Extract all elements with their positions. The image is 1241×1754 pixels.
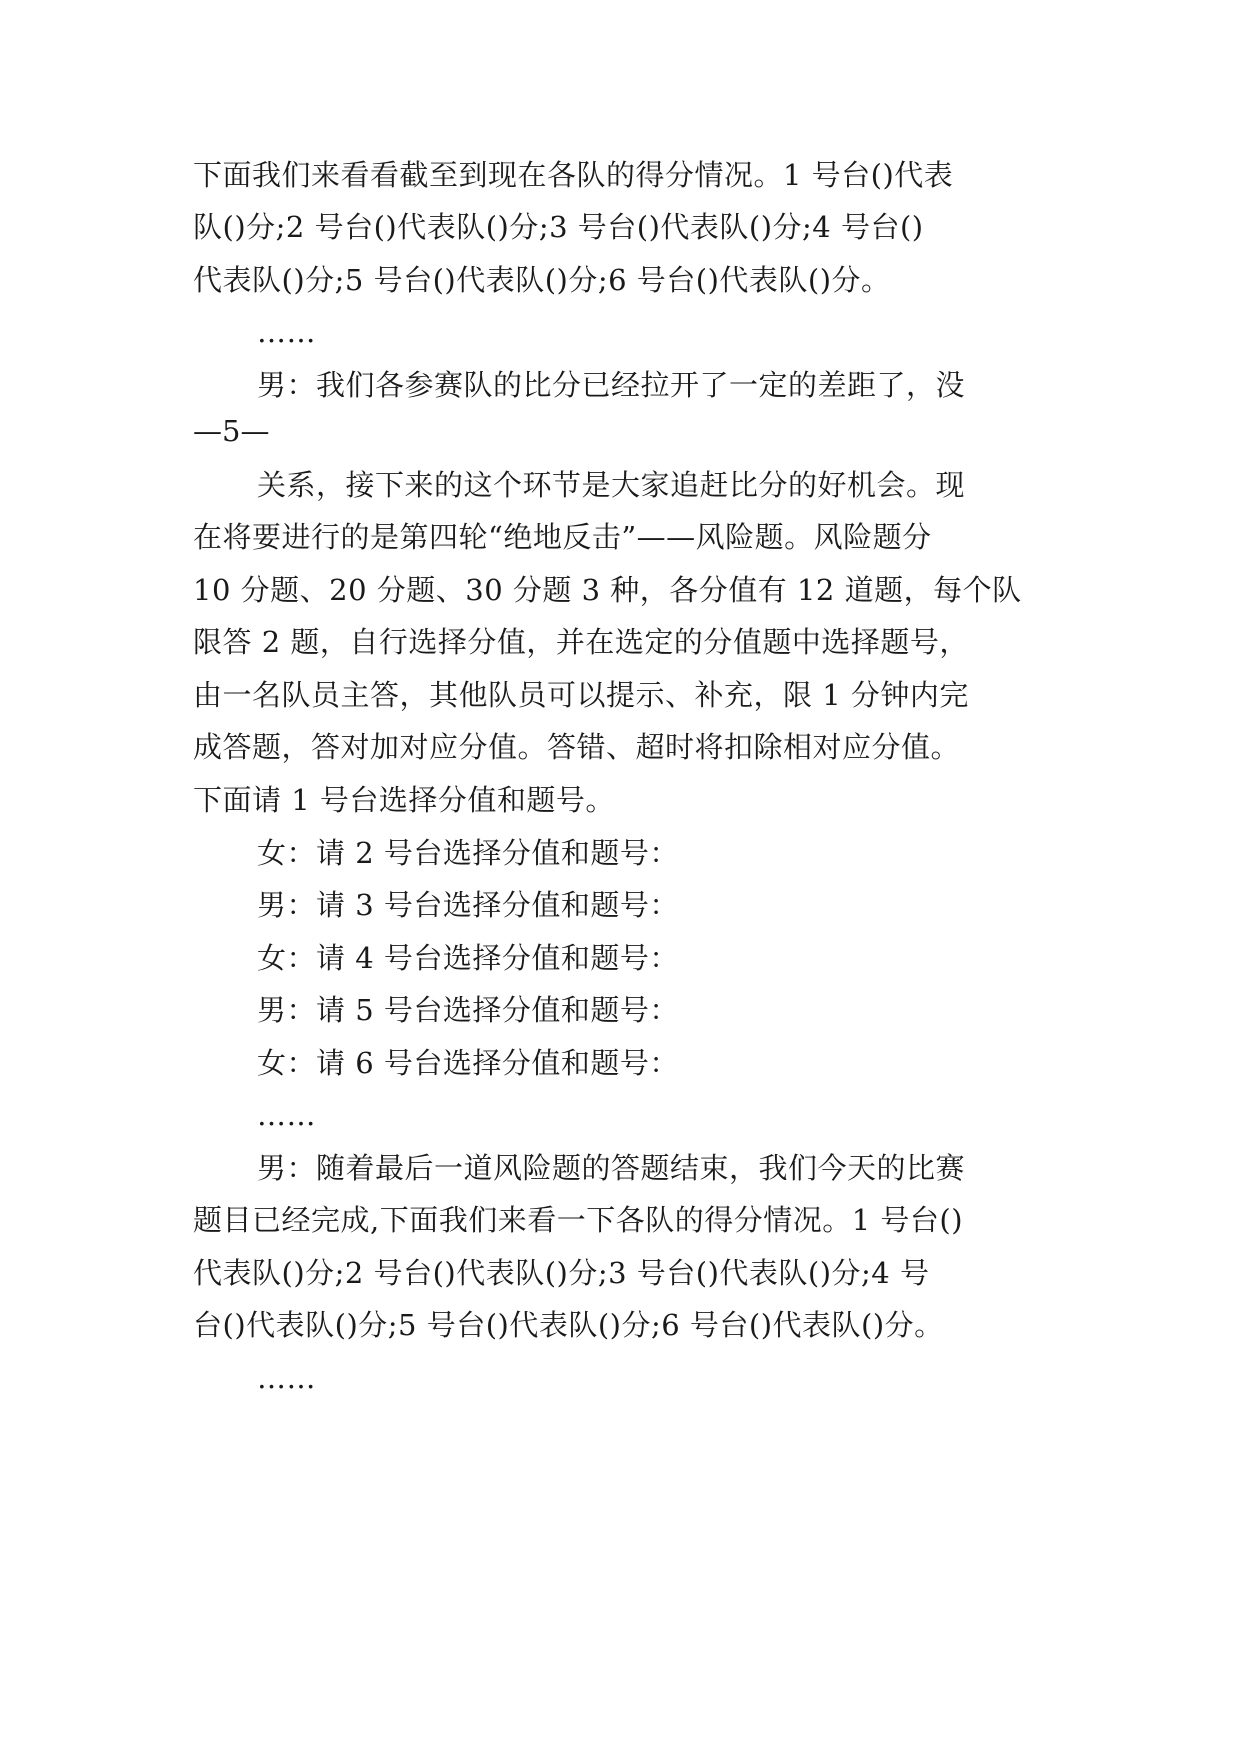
text-line: 下面我们来看看截至到现在各队的得分情况。1 号台()代表 bbox=[193, 158, 954, 192]
text-line: 下面请 1 号台选择分值和题号。 bbox=[193, 783, 615, 817]
text-line: 10 分题、20 分题、30 分题 3 种，各分值有 12 道题，每个队 bbox=[193, 573, 1022, 607]
text-line: 台()代表队()分;5 号台()代表队()分;6 号台()代表队()分。 bbox=[193, 1308, 944, 1342]
text-line: 在将要进行的是第四轮“绝地反击”——风险题。风险题分 bbox=[193, 520, 932, 554]
text-line: 题目已经完成,下面我们来看一下各队的得分情况。1 号台() bbox=[193, 1203, 964, 1237]
text-line: 男：请 5 号台选择分值和题号： bbox=[257, 993, 679, 1027]
text-line: 限答 2 题，自行选择分值，并在选定的分值题中选择题号， bbox=[193, 625, 969, 659]
text-line: 男：请 3 号台选择分值和题号： bbox=[257, 888, 679, 922]
page-number: —5— bbox=[193, 414, 270, 448]
text-line: 由一名队员主答，其他队员可以提示、补充，限 1 分钟内完 bbox=[193, 678, 969, 712]
text-line: 男：随着最后一道风险题的答题结束，我们今天的比赛 bbox=[257, 1151, 966, 1185]
text-line: 代表队()分;2 号台()代表队()分;3 号台()代表队()分;4 号 bbox=[193, 1256, 930, 1290]
ellipsis-line: …… bbox=[257, 1098, 316, 1132]
text-line: 成答题，答对加对应分值。答错、超时将扣除相对应分值。 bbox=[193, 730, 961, 764]
ellipsis-line: …… bbox=[257, 315, 316, 349]
text-line: 代表队()分;5 号台()代表队()分;6 号台()代表队()分。 bbox=[193, 263, 891, 297]
text-line: 队()分;2 号台()代表队()分;3 号台()代表队()分;4 号台() bbox=[193, 210, 924, 244]
text-line: 女：请 2 号台选择分值和题号： bbox=[257, 836, 679, 870]
text-line: 女：请 4 号台选择分值和题号： bbox=[257, 941, 679, 975]
ellipsis-line: …… bbox=[257, 1361, 316, 1395]
text-line: 关系，接下来的这个环节是大家追赶比分的好机会。现 bbox=[257, 468, 966, 502]
text-line: 男：我们各参赛队的比分已经拉开了一定的差距了，没 bbox=[257, 368, 966, 402]
text-line: 女：请 6 号台选择分值和题号： bbox=[257, 1046, 679, 1080]
